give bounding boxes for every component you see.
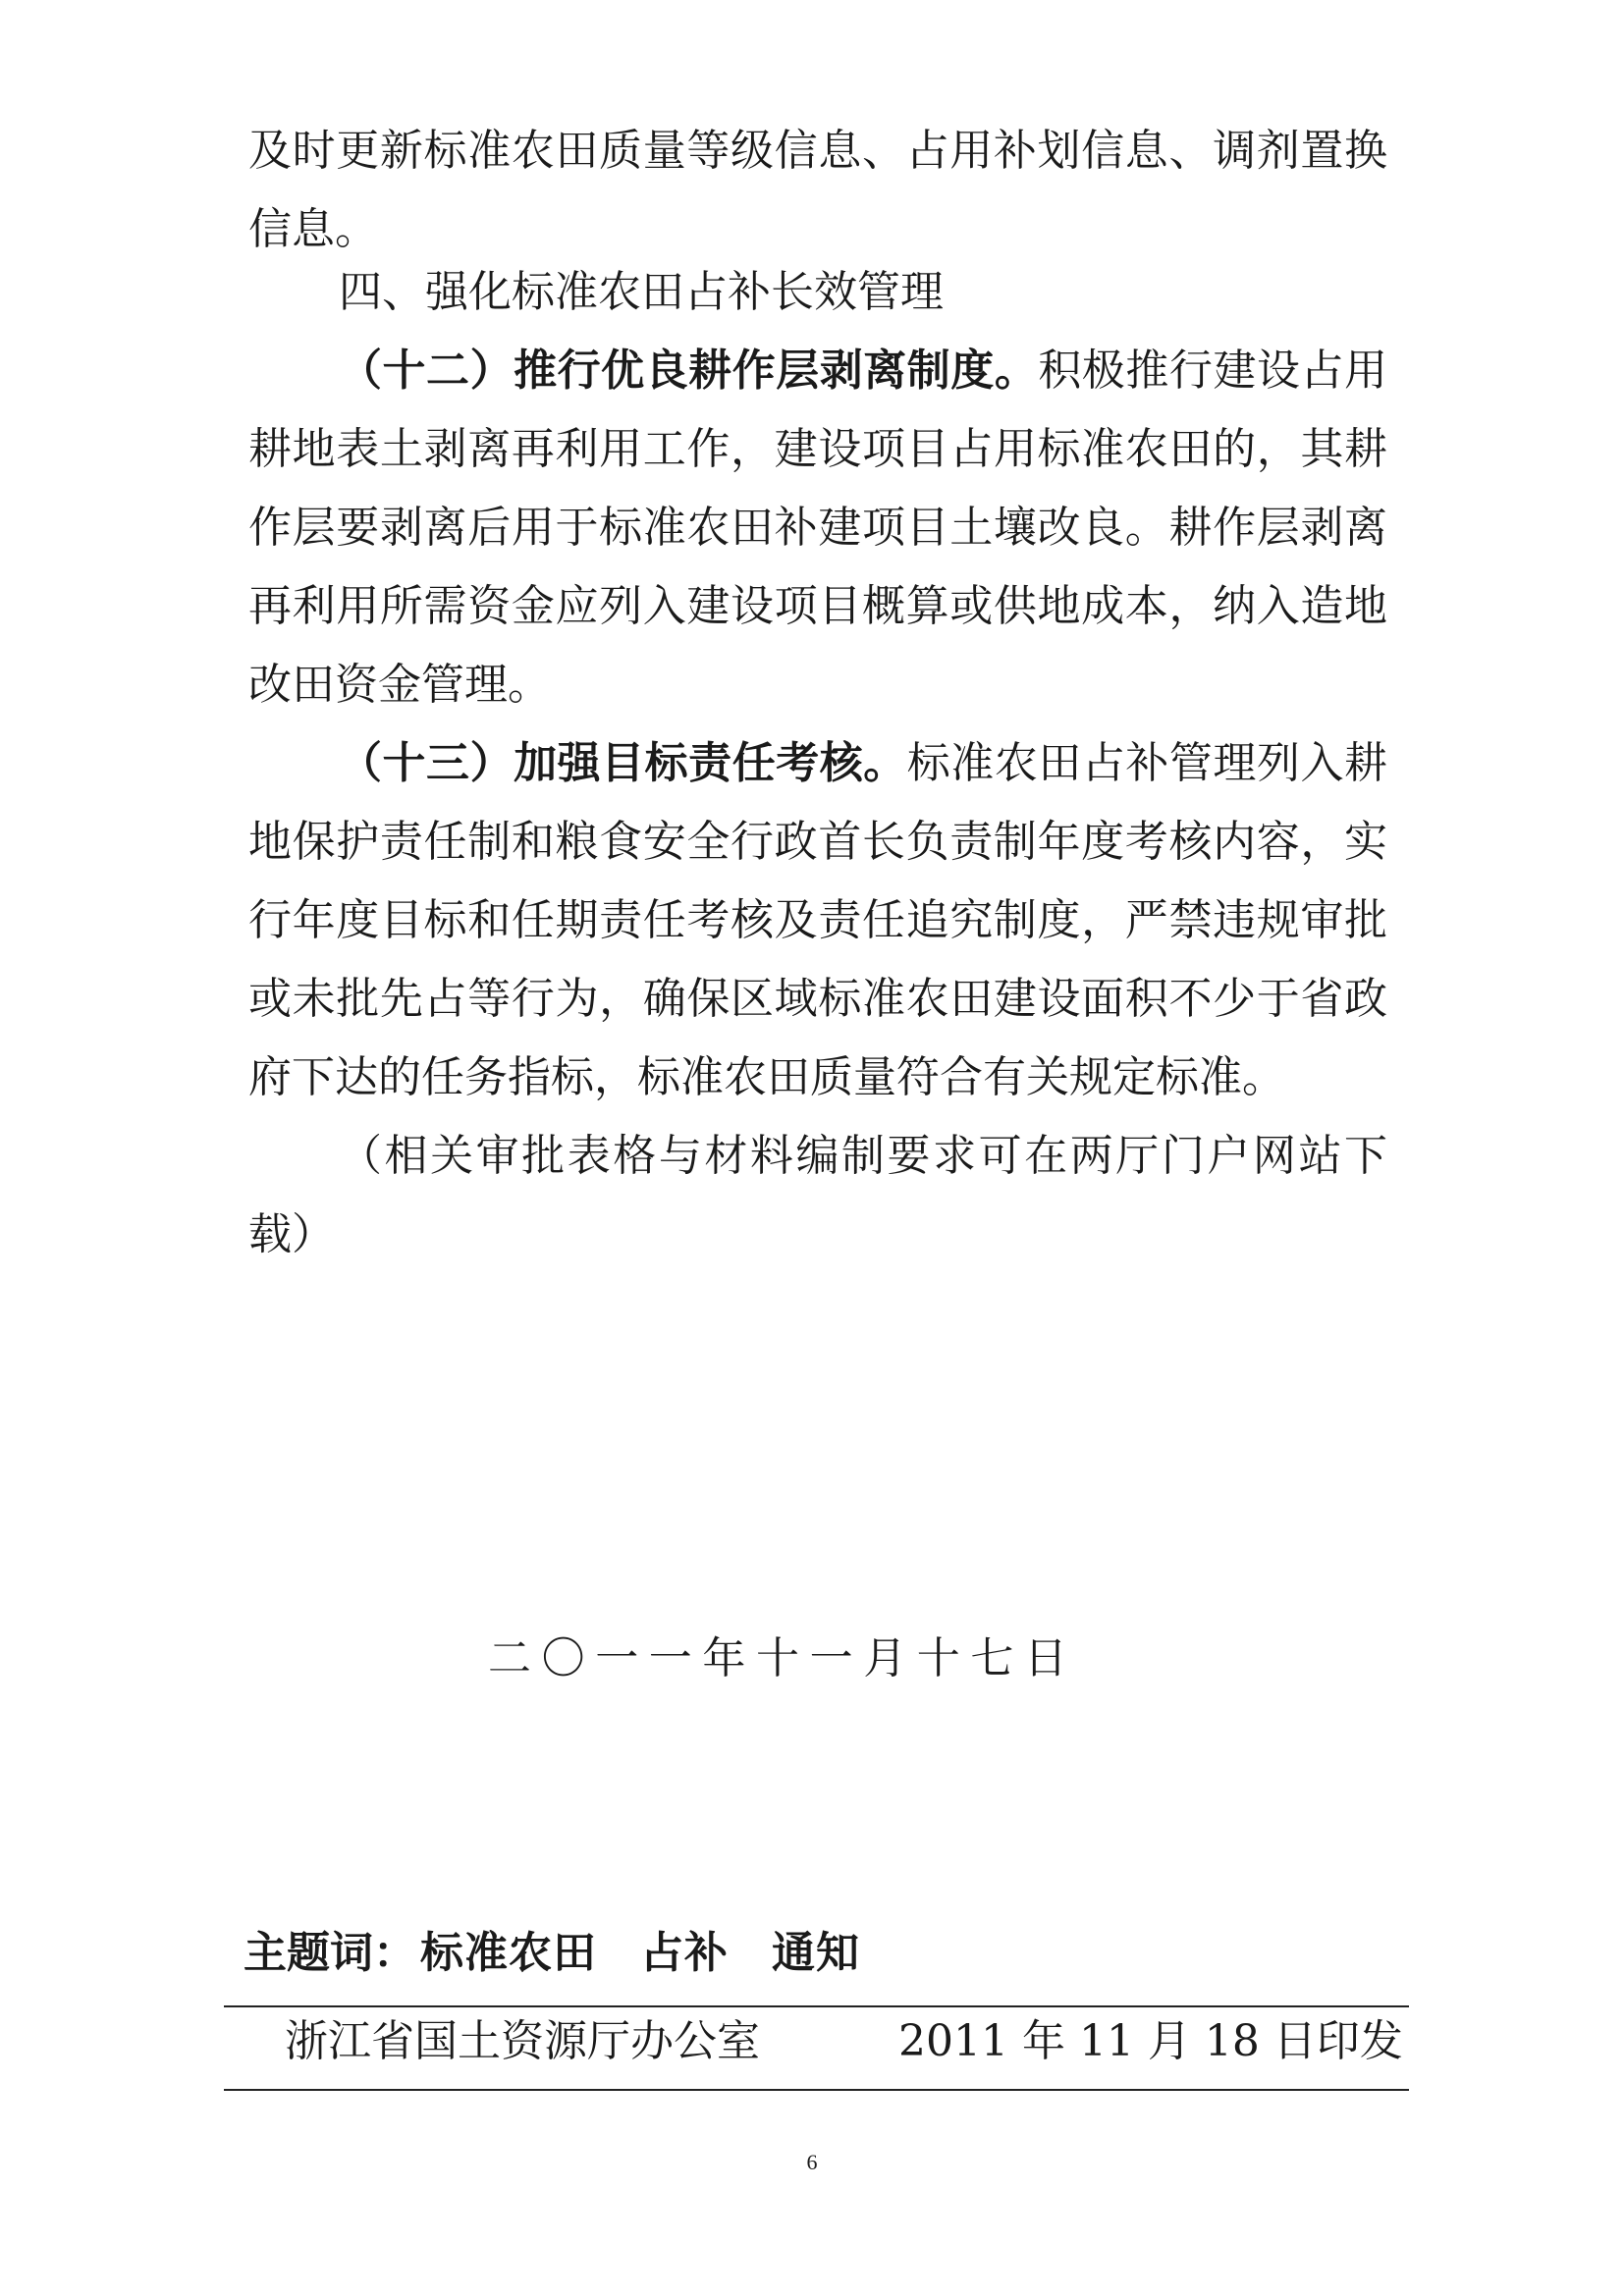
keyword-item: 占补 xyxy=(640,1928,729,1978)
paragraph-12-title: （十二）推行优良耕作层剥离制度。 xyxy=(339,346,1039,396)
keyword-item: 通知 xyxy=(772,1928,860,1978)
keyword-item: 标准农田 xyxy=(420,1928,597,1978)
paragraph-12-line-3: 作层要剥离后用于标准农田补建项目土壤改良。耕作层剥离 xyxy=(248,503,1387,553)
body-line-1: 及时更新标准农田质量等级信息、占用补划信息、调剂置换 xyxy=(248,126,1387,176)
page-number: 6 xyxy=(806,2150,818,2174)
keywords-label: 主题词： xyxy=(244,1928,416,1978)
paragraph-13-line-4: 或未批先占等行为，确保区域标准农田建设面积不少于省政 xyxy=(248,974,1387,1024)
footer-bottom-rule xyxy=(224,2089,1409,2091)
issue-date: 二〇一一年十一月十七日 xyxy=(488,1633,1067,1683)
paragraph-13-line-5: 府下达的任务指标，标准农田质量符合有关规定标准。 xyxy=(248,1052,1285,1102)
issuing-office: 浙江省国土资源厅办公室 xyxy=(285,2016,760,2066)
note-line-1: （相关审批表格与材料编制要求可在两厅门户网站下 xyxy=(339,1131,1387,1181)
paragraph-12-line-2: 耕地表土剥离再利用工作，建设项目占用标准农田的，其耕 xyxy=(248,424,1387,474)
paragraph-13-text: 标准农田占补管理列入耕 xyxy=(906,738,1387,788)
print-date: 2011 年 11 月 18 日印发 xyxy=(898,2016,1403,2066)
paragraph-12-line-1 xyxy=(339,332,1387,410)
subject-keywords xyxy=(244,1914,860,1993)
paragraph-13-line-1 xyxy=(339,724,1387,803)
paragraph-12-line-4: 再利用所需资金应列入建设项目概算或供地成本，纳入造地 xyxy=(248,581,1387,631)
paragraph-12-line-5: 改田资金管理。 xyxy=(248,660,551,710)
note-line-2: 载） xyxy=(248,1209,335,1259)
paragraph-12-text: 积极推行建设占用 xyxy=(1038,346,1388,396)
body-line-2: 信息。 xyxy=(248,204,378,254)
paragraph-13-line-3: 行年度目标和任期责任考核及责任追究制度，严禁违规审批 xyxy=(248,895,1387,945)
section-heading-4: 四、强化标准农田占补长效管理 xyxy=(339,267,944,317)
paragraph-13-title: （十三）加强目标责任考核。 xyxy=(339,738,907,788)
paragraph-13-line-2: 地保护责任制和粮食安全行政首长负责制年度考核内容，实 xyxy=(248,817,1387,867)
